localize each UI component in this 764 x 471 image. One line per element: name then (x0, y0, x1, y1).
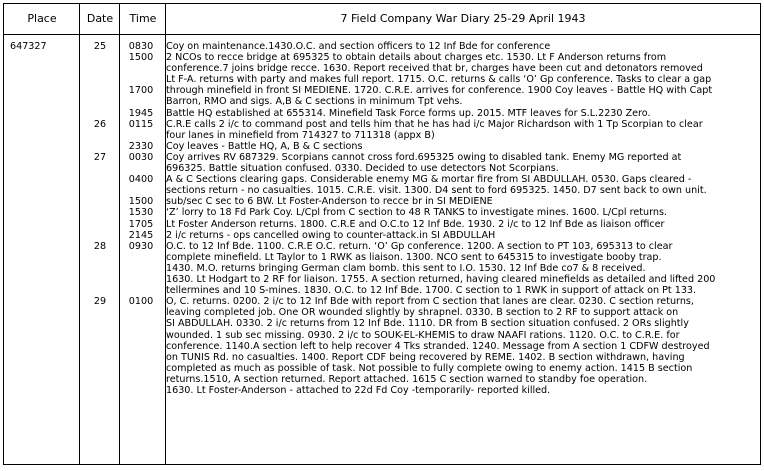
entry-line: sub/sec C sec to 6 BW. Lt Foster-Anderson to recce br in SI MEDIENE (166, 196, 493, 208)
time-value: 0400 (128, 174, 154, 186)
entry-line: ‘Z’ lorry to 18 Fd Park Coy. L/Cpl from C section to 48 R TANKS to investigate mines. 1600. L/Cpl returns. (166, 207, 667, 219)
time-value: 1700 (128, 85, 154, 97)
table-header (3, 3, 761, 35)
entry-line: conference. 1140.A section left to help recover 4 Tks stranded. 1240. Message from A section 1 CDFW destroyed (166, 340, 710, 352)
entry-line: A & C Sections clearing gaps. Considerable enemy MG & mortar fire from SI ABDULLAH. 0530. Gaps cleared - (166, 174, 692, 186)
date-cell: 27 (93, 152, 107, 163)
entry-cell (166, 41, 756, 74)
entry-cell (166, 196, 756, 240)
entry-cell (166, 296, 756, 396)
time-value: 0100 (128, 296, 154, 308)
entry-line: tellermines and 10 S-mines. 1830. O.C. to 12 Inf Bde. 1700. C section to 1 RWK in support of attack on Pt 133. (166, 285, 697, 297)
diary-title: 7 Field Company War Diary 25-29 April 1943 (340, 12, 586, 25)
place-header: Place (27, 12, 57, 25)
entry-line: Coy leaves - Battle HQ, A, B & C sections (166, 140, 363, 152)
date-cell: 26 (93, 118, 107, 130)
entry-line: complete minefield. Lt Taylor to 1 RWK as liaison. 1300. NCO sent to 645315 to investigate booby trap. (166, 251, 662, 263)
entry-cell (166, 174, 756, 196)
entry-line: 1630. Lt Hodgart to 2 RF for liaison. 1755. A section returned, having cleared minefields as detailed and lifted 200 (166, 274, 716, 286)
entry-line: returns.1510, A section returned. Report attached. 1615 C section warned to standby foe operation. (166, 373, 648, 385)
time-value: 0030 (128, 152, 154, 163)
time-header: Time (129, 12, 157, 25)
entry-line: SI ABDULLAH. 0330. 2 i/c returns from 12 Inf Bde. 1110. DR from B section situation confused. 2 ORs slightly (166, 318, 689, 330)
table-body (3, 34, 761, 465)
date-cell: 25 (93, 41, 107, 52)
entry-line: Coy on maintenance.1430.O.C. and section officers to 12 Inf Bde for conference (166, 41, 551, 52)
time-value: 0930 (128, 240, 154, 252)
entry-cell (166, 119, 756, 141)
entry-cell (166, 241, 756, 296)
time-value: 0830 (128, 41, 154, 52)
entry-line: C.R.E calls 2 i/c to command post and tells him that he has had i/c Major Richardson with 1 Tp Scorpian to clear (166, 118, 703, 130)
entry-line: on TUNIS Rd. no casualties. 1400. Report CDF being recovered by REME. 1402. B section withdrawn, having (166, 351, 685, 363)
entry-line: Lt Foster Anderson returns. 1800. C.R.E and O.C.to 12 Inf Bde. 1930. 2 i/c to 12 Inf Bde as liaison officer (166, 218, 665, 230)
time-value: 1705 (128, 218, 154, 230)
time-value: 1500 (128, 52, 154, 64)
place-cell: 647327 (10, 41, 47, 52)
entry-line: wounded. 1 sub sec missing. 0930. 2 i/c to SOUK-EL-KHEMIS to draw NAAFI rations. 1120. O.C. to C.R.E. for (166, 329, 680, 341)
date-header: Date (86, 12, 114, 25)
entry-line: 1430. M.O. returns bringing German clam bomb. this sent to I.O. 1530. 12 Inf Bde co7 & 8 received. (166, 262, 646, 274)
entry-line: conference.7 joins bridge recce. 1630. Report received that br, charges have been cut and detonators removed (166, 63, 703, 75)
entry-line: Coy arrives RV 687329. Scorpians cannot cross ford.695325 owing to disabled tank. Enemy MG reported at (166, 152, 682, 163)
time-value: 2330 (128, 140, 154, 152)
entry-line: Battle HQ established at 655314. Minefield Task Force forms up. 2015. MTF leaves for S.L.2230 Zero. (166, 107, 651, 119)
time-value: 2145 (128, 229, 154, 241)
entry-line: O, C. returns. 0200. 2 i/c to 12 Inf Bde with report from C section that lanes are clear. 0230. C section returns, (166, 296, 694, 308)
entry-line: 1630. Lt Foster-Anderson - attached to 22d Fd Coy -temporarily- reported killed. (166, 385, 551, 397)
entry-line: leaving completed job. One OR wounded slightly by shrapnel. 0330. B section to 2 RF to support attack on (166, 307, 679, 319)
entry-line: four lanes in minefield from 714327 to 711318 (appx B) (166, 129, 435, 141)
entry-cell (166, 108, 756, 119)
date-cell: 29 (93, 296, 107, 308)
entry-line: Barron, RMO and sigs. A,B & C sections in minimum Tpt vehs. (166, 96, 463, 108)
entry-line: 2 NCOs to recce bridge at 695325 to obtain details about charges etc. 1530. Lt F Anderson returns from (166, 52, 667, 64)
war-diary-table (3, 3, 761, 465)
entry-line: O.C. to 12 Inf Bde. 1100. C.R.E O.C. return. ‘O’ Gp conference. 1200. A section to PT 103, 695313 to clear (166, 240, 673, 252)
entry-line: through minefield in front SI MEDIENE. 1720. C.R.E. arrives for conference. 1900 Coy leaves - Battle HQ with Capt (166, 85, 713, 97)
entry-line: sections return - no casualties. 1015. C.R.E. visit. 1300. D4 sent to ford 695325. 1450. D7 sent back to own unit. (166, 185, 707, 197)
time-value: 1945 (128, 107, 154, 119)
entry-line: Lt F-A. returns with party and makes full report. 1715. O.C. returns & calls ‘O’ Gp conference. Tasks to clear a gap (166, 74, 712, 86)
entry-cell (166, 152, 756, 174)
time-value: 0115 (128, 118, 154, 130)
entry-line: 2 i/c returns - ops cancelled owing to counter-attack.in SI ABDULLAH (166, 229, 496, 241)
entry-cell (166, 141, 756, 152)
entry-line: 696325. Battle situation confused. 0330. Decided to use detectors Not Scorpians. (166, 163, 559, 175)
entry-line: completed as much as possible of task. Not possible to fully complete owing to enemy action. 1415 B section (166, 362, 693, 374)
date-cell: 28 (93, 240, 107, 252)
entry-cell (166, 74, 756, 107)
time-value: 1500 (128, 196, 154, 208)
time-value: 1530 (128, 207, 154, 219)
